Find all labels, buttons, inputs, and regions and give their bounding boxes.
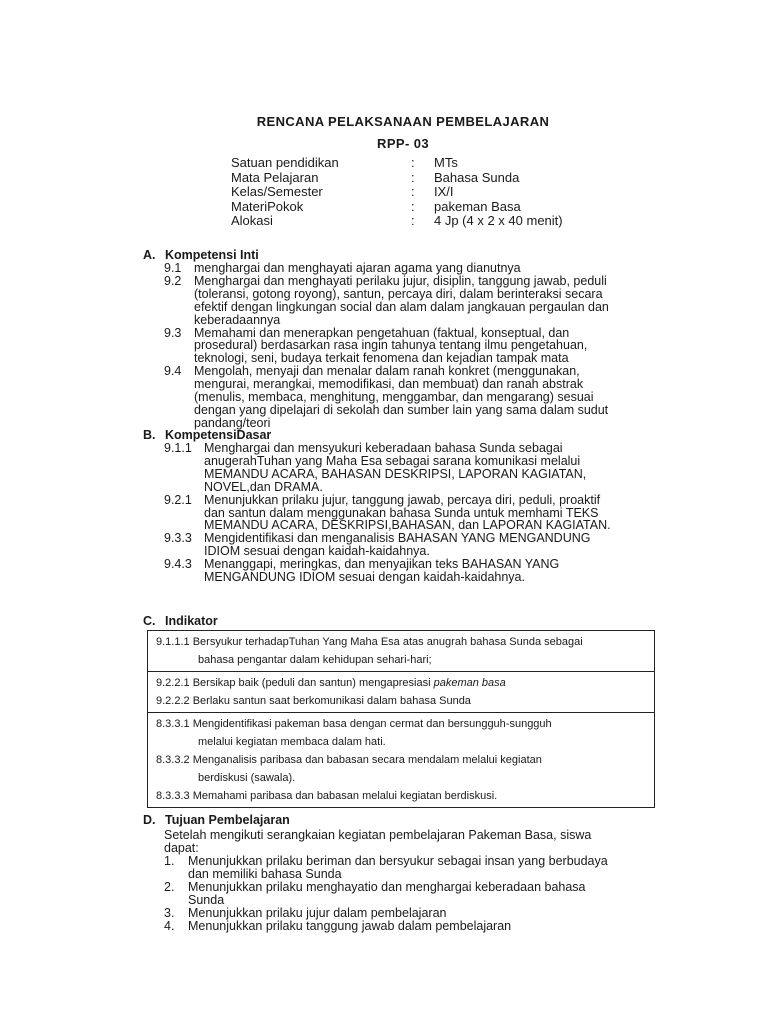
item-number: 2. xyxy=(164,879,175,894)
table-cell xyxy=(148,672,655,713)
item-line: efektif dengan lingkungan social dan alam dalam jangkauan pergaulan dan xyxy=(194,299,609,314)
item-number: 9.1.1 xyxy=(164,441,192,455)
table-row xyxy=(148,672,655,713)
section-c-heading xyxy=(143,614,218,628)
item-text xyxy=(204,532,664,558)
meta-row xyxy=(231,156,563,171)
indikator-text: 8.3.3.1 Mengidentifikasi pakeman basa dengan cermat dan bersungguh-sungguh xyxy=(156,718,552,730)
list-item xyxy=(164,532,664,558)
meta-label: Mata Pelajaran xyxy=(231,169,319,185)
meta-row xyxy=(231,185,563,200)
section-b-heading xyxy=(143,428,271,442)
item-line: anugerahTuhan yang Maha Esa sebagai sarana komunikasi melalui xyxy=(204,453,581,468)
table-row xyxy=(148,631,655,672)
item-text xyxy=(194,262,664,275)
tujuan-list xyxy=(164,855,659,932)
indikator-text: 9.2.2.1 Bersikap baik (peduli dan santun) mengapresiasi xyxy=(156,677,434,689)
item-line: teknologi, seni, budaya terkait fenomena dan kejadian tampak mata xyxy=(194,351,569,366)
meta-separator: : xyxy=(411,198,415,214)
item-line: dan santun dalam menggunakan bahasa Sunda untuk memhami TEKS xyxy=(204,505,599,520)
table-row xyxy=(148,713,655,808)
item-line: mengurai, merangkai, memodifikasi, dan membuat) dan ranah abstrak xyxy=(194,377,584,392)
meta-separator: : xyxy=(411,155,415,170)
list-item xyxy=(164,327,664,366)
item-line: MEMANDU ACARA, DESKRIPSI,BAHASAN, dan LAPORAN KAGIATAN. xyxy=(204,518,611,533)
item-number: 9.1 xyxy=(164,261,182,275)
identity-table xyxy=(231,156,563,229)
list-item xyxy=(164,881,659,907)
section-d-heading xyxy=(143,813,290,827)
meta-row xyxy=(231,171,563,186)
list-item xyxy=(164,275,664,327)
item-number: 9.4.3 xyxy=(164,557,192,572)
list-item xyxy=(164,855,659,881)
item-number: 1. xyxy=(164,854,175,868)
item-number: 9.3 xyxy=(164,325,182,340)
list-item xyxy=(164,494,664,533)
item-number: 9.4 xyxy=(164,364,182,379)
item-number: 3. xyxy=(164,905,175,920)
section-letter: B. xyxy=(143,428,156,442)
item-number: 9.2.1 xyxy=(164,492,192,507)
section-letter: C. xyxy=(143,614,156,628)
indikator-text: 8.3.3.3 Memahami paribasa dan babasan melalui kegiatan berdiskusi. xyxy=(156,790,498,802)
item-line: Mengolah, menyaji dan menalar dalam ranah konkret (menggunakan, xyxy=(194,364,580,379)
item-number: 9.2 xyxy=(164,273,182,288)
item-line: Menunjukkan prilaku beriman dan bersyukur sebagai insan yang berbudaya xyxy=(188,854,608,868)
item-line: IDIOM sesuai dengan kaidah-kaidahnya. xyxy=(204,544,430,559)
item-line: Menunjukkan prilaku jujur dalam pembelajaran xyxy=(188,905,447,920)
item-line: (toleransi, gotong royong), santun, percaya diri, dalam berinteraksi secara xyxy=(194,286,603,301)
item-text xyxy=(204,558,664,584)
section-title: KompetensiDasar xyxy=(165,428,272,442)
item-line: menghargai dan menghayati ajaran agama yang dianutnya xyxy=(194,261,521,275)
item-text xyxy=(194,365,664,430)
indikator-text: melalui kegiatan membaca dalam hati. xyxy=(198,736,386,748)
item-text xyxy=(188,855,659,881)
indikator-line xyxy=(156,715,646,733)
item-line: Menunjukkan prilaku jujur, tanggung jawab, percaya diri, peduli, proaktif xyxy=(204,492,601,507)
indikator-line xyxy=(156,674,646,692)
item-line: dengan yang dipelajari di sekolah dan sumber lain yang sama dalam sudut xyxy=(194,402,609,417)
document-code: RPP- 03 xyxy=(377,136,429,151)
item-text xyxy=(194,275,664,327)
item-line: keberadaannya xyxy=(194,312,281,327)
intro-line: dapat: xyxy=(164,840,199,855)
item-line: MENGANDUNG IDIOM sesuai dengan kaidah-kaidahnya. xyxy=(204,570,525,585)
item-line: Menunjukkan prilaku tanggung jawab dalam pembelajaran xyxy=(188,918,512,933)
meta-separator: : xyxy=(411,213,415,229)
indikator-text: 8.3.3.2 Menganalisis paribasa dan babasan secara mendalam melalui kegiatan xyxy=(156,754,542,766)
meta-label: Satuan pendidikan xyxy=(231,155,339,170)
meta-value: pakeman Basa xyxy=(434,198,521,214)
meta-label: MateriPokok xyxy=(231,198,304,214)
indikator-line xyxy=(156,692,646,710)
item-line: prosedural) berdasarkan rasa ingin tahunya tentang ilmu pengetahuan, xyxy=(194,338,588,353)
intro-line: Setelah mengikuti serangkaian kegiatan pembelajaran Pakeman Basa, siswa xyxy=(164,828,592,842)
list-item xyxy=(164,442,664,494)
item-text xyxy=(188,907,659,920)
table-cell xyxy=(148,713,655,808)
meta-row xyxy=(231,214,563,229)
item-line: Menghargai dan menghayati perilaku jujur, disiplin, tanggung jawab, peduli xyxy=(194,273,607,288)
table-cell xyxy=(148,631,655,672)
meta-separator: : xyxy=(411,184,415,200)
kompetensi-inti-list xyxy=(164,262,664,430)
section-letter: D. xyxy=(143,813,156,827)
item-line: pandang/teori xyxy=(194,415,271,430)
indikator-line xyxy=(156,633,646,651)
list-item xyxy=(164,262,664,275)
list-item xyxy=(164,920,659,933)
meta-separator: : xyxy=(411,169,415,185)
item-number: 4. xyxy=(164,918,175,933)
meta-value: IX/I xyxy=(434,184,454,200)
list-item xyxy=(164,907,659,920)
meta-row xyxy=(231,200,563,215)
indikator-line xyxy=(156,751,646,769)
item-line: Memahami dan menerapkan pengetahuan (faktual, konseptual, dan xyxy=(194,325,570,340)
item-line: Menghargai dan mensyukuri keberadaan bahasa Sunda sebagai xyxy=(204,441,563,455)
item-text xyxy=(188,920,659,933)
meta-label: Alokasi xyxy=(231,213,273,229)
tujuan-intro xyxy=(164,829,654,855)
section-title: Kompetensi Inti xyxy=(165,248,259,262)
item-line: Mengidentifikasi dan menganalisis BAHASAN YANG MENGANDUNG xyxy=(204,531,591,546)
indikator-italic: pakeman basa xyxy=(433,677,506,689)
item-number: 9.3.3 xyxy=(164,531,192,546)
item-text xyxy=(204,442,664,494)
section-title: Indikator xyxy=(165,614,218,628)
kompetensi-dasar-list xyxy=(164,442,664,584)
list-item xyxy=(164,365,664,430)
indikator-table xyxy=(147,630,655,808)
item-text xyxy=(194,327,664,366)
indikator-line xyxy=(156,769,646,787)
item-line: Menunjukkan prilaku menghayatio dan menghargai keberadaan bahasa xyxy=(188,879,586,894)
item-line: Sunda xyxy=(188,892,225,907)
indikator-text: 9.2.2.2 Berlaku santun saat berkomunikasi dalam bahasa Sunda xyxy=(156,695,471,707)
section-title: Tujuan Pembelajaran xyxy=(165,813,290,827)
item-text xyxy=(204,494,664,533)
section-letter: A. xyxy=(143,248,156,262)
meta-value: 4 Jp (4 x 2 x 40 menit) xyxy=(434,213,563,229)
section-a-heading xyxy=(143,248,259,262)
item-line: MEMANDU ACARA, BAHASAN DESKRIPSI, LAPORAN KAGIATAN, xyxy=(204,466,587,481)
indikator-line xyxy=(156,651,646,669)
item-line: Menanggapi, meringkas, dan menyajikan teks BAHASAN YANG xyxy=(204,557,560,572)
list-item xyxy=(164,558,664,584)
item-text xyxy=(188,881,659,907)
meta-label: Kelas/Semester xyxy=(231,184,323,200)
item-line: NOVEL,dan DRAMA. xyxy=(204,479,323,494)
document-title: RENCANA PELAKSANAAN PEMBELAJARAN xyxy=(256,114,550,129)
meta-value: MTs xyxy=(434,155,458,170)
indikator-text: berdiskusi (sawala). xyxy=(198,772,296,784)
indikator-line xyxy=(156,733,646,751)
item-line: dan memiliki bahasa Sunda xyxy=(188,866,342,881)
indikator-line xyxy=(156,787,646,805)
meta-value: Bahasa Sunda xyxy=(434,169,520,185)
indikator-text: 9.1.1.1 Bersyukur terhadapTuhan Yang Maha Esa atas anugrah bahasa Sunda sebagai xyxy=(156,636,583,648)
indikator-text: bahasa pengantar dalam kehidupan sehari-hari; xyxy=(198,654,432,666)
item-line: (menulis, membaca, menghitung, menggambar, dan mengarang) sesuai xyxy=(194,390,594,405)
